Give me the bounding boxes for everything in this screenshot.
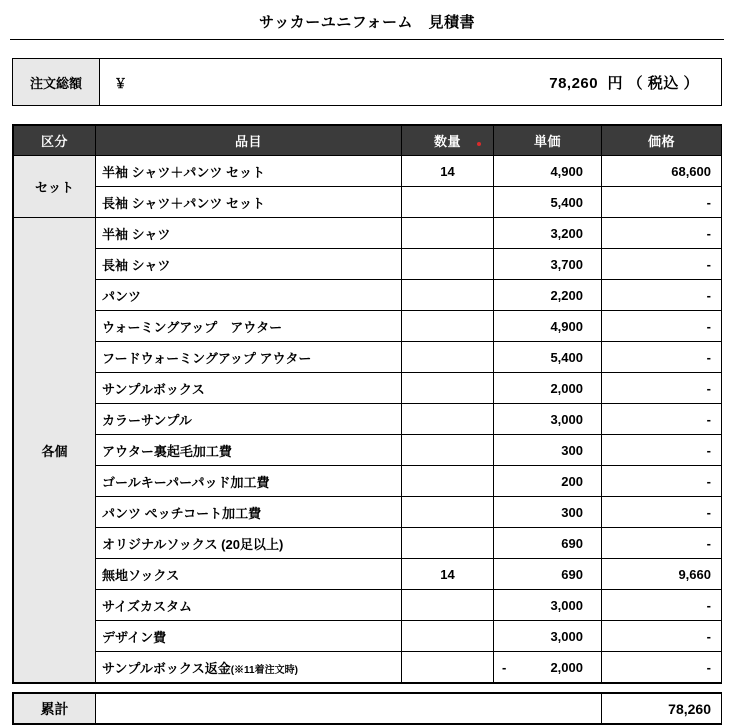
table-row bbox=[14, 218, 722, 249]
table-row bbox=[14, 559, 722, 590]
column-header-price: 価格 bbox=[602, 126, 722, 156]
item-price: - bbox=[602, 187, 722, 218]
item-unit-price: 690 bbox=[494, 559, 602, 590]
item-qty bbox=[402, 435, 494, 466]
table-header-row bbox=[14, 126, 722, 156]
quotation-table bbox=[13, 125, 722, 683]
item-name: オリジナルソックス (20足以上) bbox=[96, 528, 402, 559]
column-header-unit-price: 単価 bbox=[494, 126, 602, 156]
item-qty bbox=[402, 652, 494, 683]
item-qty bbox=[402, 466, 494, 497]
table-row bbox=[14, 404, 722, 435]
order-total-amount bbox=[549, 72, 699, 93]
grand-total-spacer bbox=[96, 694, 602, 724]
item-unit-price: 2,200 bbox=[494, 280, 602, 311]
table-row bbox=[14, 652, 722, 683]
item-unit-price: 2,000 bbox=[550, 659, 583, 675]
item-name: パンツ ペッチコート加工費 bbox=[96, 497, 402, 528]
item-unit-price: 5,400 bbox=[494, 342, 602, 373]
document-title-bar bbox=[0, 0, 734, 39]
item-qty: 14 bbox=[402, 559, 494, 590]
table-row bbox=[14, 249, 722, 280]
item-unit-price: 4,900 bbox=[494, 311, 602, 342]
item-name: サンプルボックス返金 bbox=[102, 660, 231, 676]
item-qty bbox=[402, 404, 494, 435]
grand-total-value: 78,260 bbox=[602, 694, 722, 724]
item-unit-price: 3,700 bbox=[494, 249, 602, 280]
item-price: 9,660 bbox=[602, 559, 722, 590]
item-unit-price: 3,200 bbox=[494, 218, 602, 249]
column-header-qty: 数量 bbox=[402, 126, 494, 156]
table-row bbox=[14, 156, 722, 187]
minus-sign: - bbox=[502, 659, 507, 675]
table-row bbox=[14, 466, 722, 497]
table-row bbox=[14, 621, 722, 652]
item-unit-price: 3,000 bbox=[494, 621, 602, 652]
item-unit-price: 4,900 bbox=[494, 156, 602, 187]
item-name: 半袖 シャツ bbox=[96, 218, 402, 249]
table-row bbox=[14, 280, 722, 311]
item-qty bbox=[402, 528, 494, 559]
item-unit-price: 2,000 bbox=[494, 373, 602, 404]
item-unit-price: 200 bbox=[494, 466, 602, 497]
item-name: サンプルボックス bbox=[96, 373, 402, 404]
item-price: - bbox=[602, 280, 722, 311]
item-qty bbox=[402, 249, 494, 280]
item-price: - bbox=[602, 373, 722, 404]
column-header-item: 品目 bbox=[96, 126, 402, 156]
item-name: アウター裏起毛加工費 bbox=[96, 435, 402, 466]
item-qty bbox=[402, 187, 494, 218]
order-total-unit: 円 bbox=[607, 74, 623, 92]
item-qty bbox=[402, 218, 494, 249]
item-price: - bbox=[602, 404, 722, 435]
item-price: 68,600 bbox=[602, 156, 722, 187]
order-total-body bbox=[100, 59, 721, 105]
grand-total-row-wrap bbox=[12, 692, 722, 725]
item-price: - bbox=[602, 621, 722, 652]
item-unit-price: 690 bbox=[494, 528, 602, 559]
item-name: フードウォーミングアップ アウター bbox=[96, 342, 402, 373]
item-name: ウォーミングアップ アウター bbox=[96, 311, 402, 342]
item-price: - bbox=[602, 311, 722, 342]
group-label-set: セット bbox=[14, 156, 96, 218]
grand-total-table bbox=[13, 693, 722, 724]
title-divider bbox=[10, 39, 724, 40]
item-name: デザイン費 bbox=[96, 621, 402, 652]
item-unit-price: 3,000 bbox=[494, 590, 602, 621]
item-qty bbox=[402, 590, 494, 621]
table-row bbox=[14, 373, 722, 404]
item-qty bbox=[402, 621, 494, 652]
item-unit-price-negative bbox=[494, 652, 602, 683]
item-name-with-note bbox=[96, 652, 402, 683]
table-row bbox=[14, 528, 722, 559]
item-name: パンツ bbox=[96, 280, 402, 311]
item-name: 半袖 シャツ＋パンツ セット bbox=[96, 156, 402, 187]
item-price: - bbox=[602, 342, 722, 373]
item-name: 無地ソックス bbox=[96, 559, 402, 590]
currency-symbol: ￥ bbox=[114, 75, 128, 91]
item-qty bbox=[402, 497, 494, 528]
table-row bbox=[14, 435, 722, 466]
item-price: - bbox=[602, 466, 722, 497]
table-row bbox=[14, 590, 722, 621]
order-total-label: 注文総額 bbox=[13, 59, 100, 105]
item-price: - bbox=[602, 435, 722, 466]
item-note: (※11着注文時) bbox=[230, 664, 298, 676]
order-total-tax-note: （ 税込 ） bbox=[627, 74, 699, 92]
group-label-individual: 各個 bbox=[14, 218, 96, 683]
item-qty: 14 bbox=[402, 156, 494, 187]
table-row bbox=[14, 187, 722, 218]
item-unit-price: 300 bbox=[494, 497, 602, 528]
item-name: ゴールキーパーパッド加工費 bbox=[96, 466, 402, 497]
item-qty bbox=[402, 280, 494, 311]
item-name: 長袖 シャツ＋パンツ セット bbox=[96, 187, 402, 218]
grand-total-label: 累計 bbox=[14, 694, 96, 724]
item-name: カラーサンプル bbox=[96, 404, 402, 435]
item-price: - bbox=[602, 590, 722, 621]
item-price: - bbox=[602, 528, 722, 559]
item-unit-price: 5,400 bbox=[494, 187, 602, 218]
column-header-kubun: 区分 bbox=[14, 126, 96, 156]
order-total-box bbox=[12, 58, 722, 106]
item-qty bbox=[402, 373, 494, 404]
item-qty bbox=[402, 311, 494, 342]
item-price: - bbox=[602, 652, 722, 683]
red-dot-marker bbox=[477, 142, 481, 146]
item-price: - bbox=[602, 497, 722, 528]
table-row bbox=[14, 497, 722, 528]
item-qty bbox=[402, 342, 494, 373]
item-price: - bbox=[602, 218, 722, 249]
item-unit-price: 300 bbox=[494, 435, 602, 466]
table-row bbox=[14, 311, 722, 342]
page-title: サッカーユニフォーム 見積書 bbox=[259, 14, 475, 31]
item-price: - bbox=[602, 249, 722, 280]
table-row bbox=[14, 694, 722, 724]
item-name: サイズカスタム bbox=[96, 590, 402, 621]
table-row bbox=[14, 342, 722, 373]
item-name: 長袖 シャツ bbox=[96, 249, 402, 280]
item-unit-price: 3,000 bbox=[494, 404, 602, 435]
order-total-value: 78,260 bbox=[549, 74, 599, 92]
quotation-table-wrap bbox=[12, 124, 722, 684]
